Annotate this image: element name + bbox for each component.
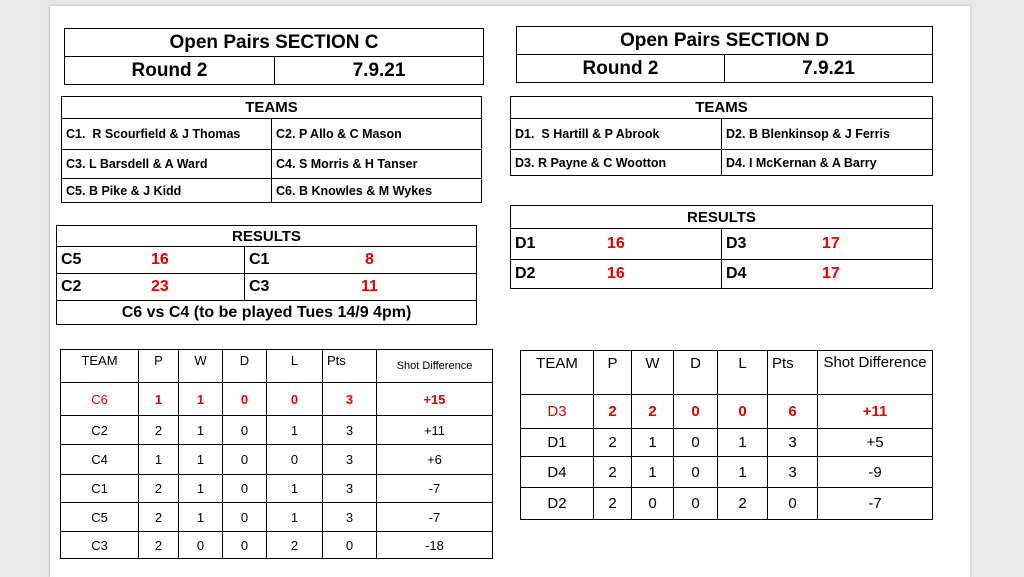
cell-p: 1 (139, 445, 179, 475)
cell-p: 2 (594, 488, 632, 520)
col-l: L (267, 350, 323, 383)
team-d2 (722, 119, 933, 150)
cell-team: C5 (61, 503, 139, 532)
cell-d: 0 (223, 503, 267, 532)
cell-l: 1 (718, 429, 768, 457)
result-score: 16 (607, 265, 625, 282)
result-team: C1 (249, 251, 270, 268)
col-p: P (594, 351, 632, 395)
cell-w: 0 (632, 488, 674, 520)
cell-team: C3 (61, 532, 139, 559)
col-pts: Pts (768, 351, 818, 395)
cell-p: 2 (139, 475, 179, 503)
cell-d: 0 (223, 383, 267, 416)
cell-pts: 3 (768, 457, 818, 488)
cell-w: 1 (179, 475, 223, 503)
section-c-results-label: RESULTS (57, 226, 477, 247)
cell-shot-diff: -18 (377, 532, 493, 559)
cell-p: 2 (594, 457, 632, 488)
result-d-2-left (511, 260, 722, 289)
section-d-date: 7.9.21 (725, 55, 933, 83)
col-d: D (223, 350, 267, 383)
col-p: P (139, 350, 179, 383)
team-code: D4. (726, 155, 746, 170)
team-code: C5. (66, 183, 86, 198)
result-c-2-left (57, 274, 245, 301)
cell-pts: 3 (323, 445, 377, 475)
cell-l: 2 (267, 532, 323, 559)
result-score: 11 (361, 278, 378, 295)
table-row (61, 383, 493, 416)
cell-l: 2 (718, 488, 768, 520)
team-code: C6. (276, 183, 296, 198)
cell-pts: 0 (323, 532, 377, 559)
team-code: C3. (66, 157, 86, 171)
team-name: S Morris & H Tanser (298, 157, 418, 171)
cell-p: 2 (139, 416, 179, 445)
result-d-1-right (722, 229, 933, 260)
cell-team: C6 (61, 383, 139, 416)
cell-l: 0 (718, 395, 768, 429)
team-name: R Payne & C Wootton (537, 155, 667, 170)
cell-pts: 3 (323, 503, 377, 532)
section-c-title: Open Pairs SECTION C (65, 29, 484, 57)
cell-pts: 3 (323, 475, 377, 503)
team-name: P Allo & C Mason (298, 127, 402, 141)
result-team: C3 (249, 278, 270, 295)
section-d-results-label: RESULTS (511, 206, 933, 229)
section-c-date: 7.9.21 (275, 57, 484, 85)
cell-p: 2 (594, 395, 632, 429)
section-c-note: C6 vs C4 (to be played Tues 14/9 4pm) (57, 301, 477, 325)
col-shot-diff: Shot Difference (818, 351, 933, 395)
cell-p: 2 (139, 503, 179, 532)
team-name: L Barsdell & A Ward (88, 157, 208, 171)
cell-l: 0 (267, 445, 323, 475)
result-team: D2 (515, 265, 536, 282)
cell-w: 1 (179, 383, 223, 416)
team-c6 (272, 179, 482, 203)
cell-pts: 6 (768, 395, 818, 429)
team-name: R Scourfield & J Thomas (92, 127, 241, 141)
col-team: TEAM (61, 350, 139, 383)
cell-shot-diff: -7 (377, 475, 493, 503)
result-score: 17 (822, 235, 840, 252)
cell-w: 2 (632, 395, 674, 429)
col-d: D (674, 351, 718, 395)
result-score: 16 (151, 251, 169, 268)
cell-d: 0 (223, 416, 267, 445)
team-c2 (272, 119, 482, 150)
cell-l: 1 (267, 416, 323, 445)
cell-l: 1 (267, 503, 323, 532)
cell-shot-diff: -7 (818, 488, 933, 520)
col-w: W (179, 350, 223, 383)
cell-pts: 3 (323, 416, 377, 445)
table-row (61, 475, 493, 503)
section-d-teams (510, 96, 933, 176)
table-row (521, 457, 933, 488)
result-d-1-left (511, 229, 722, 260)
cell-team: C4 (61, 445, 139, 475)
cell-team: D2 (521, 488, 594, 520)
section-d-title: Open Pairs SECTION D (517, 27, 933, 55)
section-d-results (510, 205, 933, 289)
cell-team: D4 (521, 457, 594, 488)
cell-team: C1 (61, 475, 139, 503)
team-c4 (272, 150, 482, 179)
result-c-2-right (245, 274, 477, 301)
section-d-teams-label: TEAMS (511, 97, 933, 119)
cell-w: 1 (179, 416, 223, 445)
team-code: D1. (515, 127, 535, 141)
section-c-results (56, 225, 477, 325)
table-row (61, 416, 493, 445)
team-code: D2. (726, 127, 746, 141)
cell-shot-diff: +6 (377, 445, 493, 475)
section-c-header (64, 28, 484, 85)
result-c-1-right (245, 247, 477, 274)
cell-d: 0 (674, 457, 718, 488)
cell-l: 1 (718, 457, 768, 488)
cell-shot-diff: -9 (818, 457, 933, 488)
result-c-1-left (57, 247, 245, 274)
table-row (61, 532, 493, 559)
col-w: W (632, 351, 674, 395)
team-c1 (62, 119, 272, 150)
section-d-header (516, 26, 933, 83)
result-team: D4 (726, 265, 747, 282)
team-code: D3. (515, 155, 535, 170)
result-team: D3 (726, 235, 747, 252)
result-score: 23 (151, 278, 169, 295)
result-score: 17 (822, 265, 840, 282)
table-row (521, 395, 933, 429)
cell-d: 0 (223, 532, 267, 559)
section-d-round: Round 2 (517, 55, 725, 83)
section-c-teams (61, 96, 482, 203)
cell-pts: 0 (768, 488, 818, 520)
team-name: S Hartill & P Abrook (541, 127, 660, 141)
cell-d: 0 (223, 475, 267, 503)
col-l: L (718, 351, 768, 395)
team-d4 (722, 150, 933, 176)
team-c5 (62, 179, 272, 203)
cell-shot-diff: +15 (377, 383, 493, 416)
col-team: TEAM (521, 351, 594, 395)
section-c-teams-label: TEAMS (62, 97, 482, 119)
cell-pts: 3 (768, 429, 818, 457)
result-d-2-right (722, 260, 933, 289)
team-name: B Knowles & M Wykes (298, 183, 433, 198)
team-d1 (511, 119, 722, 150)
cell-p: 2 (594, 429, 632, 457)
document-page (50, 6, 970, 577)
cell-team: D3 (521, 395, 594, 429)
cell-w: 1 (179, 503, 223, 532)
cell-shot-diff: +11 (818, 395, 933, 429)
team-name: B Blenkinsop & J Ferris (748, 127, 890, 141)
cell-d: 0 (674, 488, 718, 520)
cell-p: 2 (139, 532, 179, 559)
cell-d: 0 (674, 429, 718, 457)
cell-w: 1 (179, 445, 223, 475)
col-pts: Pts (323, 350, 377, 383)
table-row (521, 429, 933, 457)
cell-d: 0 (223, 445, 267, 475)
team-code: C4. (276, 157, 296, 171)
team-code: C1. (66, 127, 86, 141)
cell-l: 1 (267, 475, 323, 503)
table-row (61, 445, 493, 475)
table-header-row (61, 350, 493, 383)
cell-pts: 3 (323, 383, 377, 416)
table-row (521, 488, 933, 520)
cell-l: 0 (267, 383, 323, 416)
result-team: C2 (61, 278, 82, 295)
cell-w: 0 (179, 532, 223, 559)
team-code: C2. (276, 127, 296, 141)
cell-d: 0 (674, 395, 718, 429)
result-team: C5 (61, 251, 82, 268)
table-header-row (521, 351, 933, 395)
team-d3 (511, 150, 722, 176)
team-c3 (62, 150, 272, 179)
team-name: I McKernan & A Barry (748, 155, 877, 170)
cell-team: C2 (61, 416, 139, 445)
section-d-league-table (520, 350, 933, 520)
cell-p: 1 (139, 383, 179, 416)
result-team: D1 (515, 235, 536, 252)
cell-w: 1 (632, 457, 674, 488)
cell-shot-diff: +11 (377, 416, 493, 445)
result-score: 8 (365, 251, 374, 268)
cell-team: D1 (521, 429, 594, 457)
cell-shot-diff: +5 (818, 429, 933, 457)
col-shot-diff: Shot Difference (377, 350, 493, 383)
section-c-round: Round 2 (65, 57, 275, 85)
table-row (61, 503, 493, 532)
cell-w: 1 (632, 429, 674, 457)
cell-shot-diff: -7 (377, 503, 493, 532)
section-c-league-table (60, 349, 493, 559)
team-name: B Pike & J Kidd (88, 183, 182, 198)
result-score: 16 (607, 235, 625, 252)
